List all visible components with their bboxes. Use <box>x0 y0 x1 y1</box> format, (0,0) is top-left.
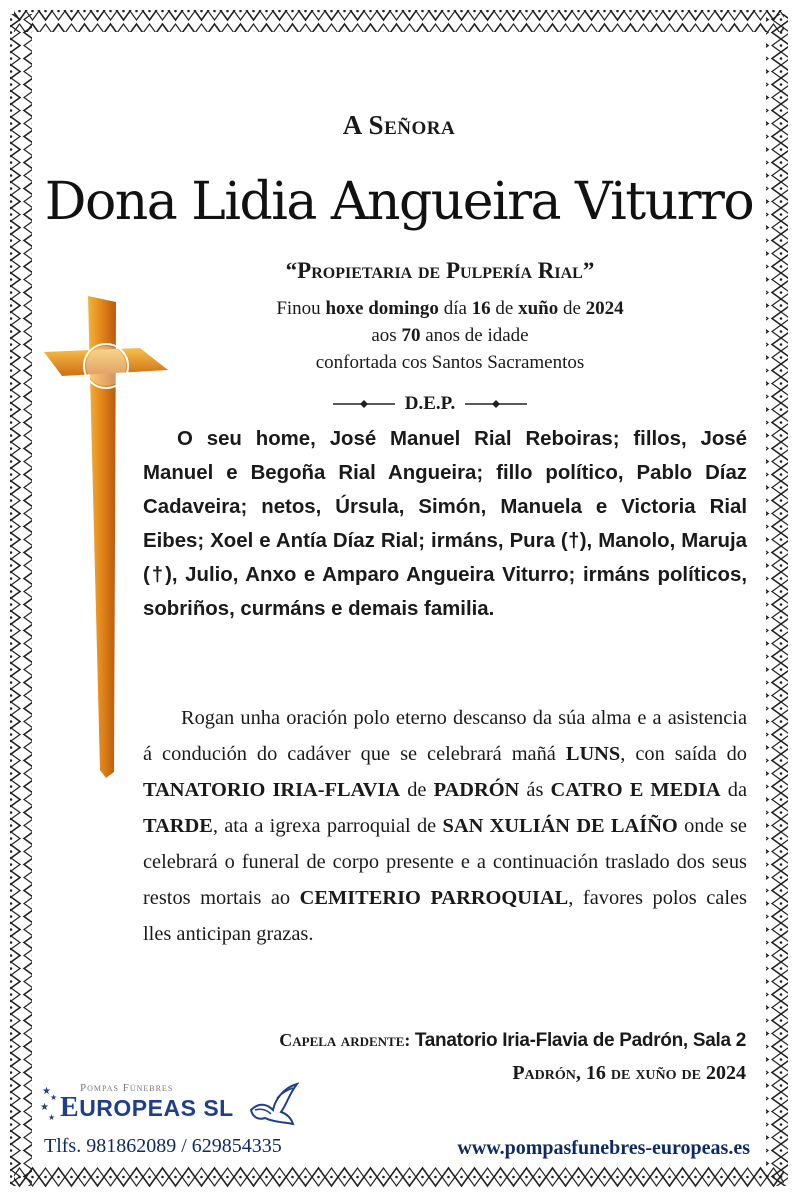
prayer-bold: CATRO E MEDIA <box>550 779 721 801</box>
website-link[interactable]: www.pompasfunebres-europeas.es <box>457 1137 750 1159</box>
prayer-text: de <box>400 779 434 801</box>
deceased-title: “Propietaria de Pulpería Rial” <box>285 258 595 283</box>
prayer-text: , ata a igrexa parroquial de <box>212 815 443 837</box>
dep-line <box>300 392 560 416</box>
prayer-bold: CEMITERIO PARROQUIAL <box>299 887 569 909</box>
prayer-text: ás <box>519 779 551 801</box>
prayer-bold: SAN XULIÁN DE LAÍÑO <box>442 815 678 837</box>
death-year: 2024 <box>585 298 624 319</box>
cross-icon <box>40 292 170 782</box>
prayer-text: Rogan unha oración polo eterno descanso da súa alma e a asistencia á condución do cadáver que se celebrará mañá <box>143 707 747 765</box>
logo-rest: UROPEAS SL <box>79 1095 234 1121</box>
death-text: día <box>438 298 472 319</box>
stars-icon <box>40 1082 62 1126</box>
prayer-text: onde se celebrará o funeral de corpo presente e a continuación traslado dos seus restos mortais ao <box>143 815 747 909</box>
death-month: xuño <box>518 298 559 319</box>
age-text: anos de idade <box>420 325 529 346</box>
death-text: de <box>558 298 586 319</box>
place-date: Padrón, 16 de xuño de 2024 <box>512 1062 746 1084</box>
death-text: Finou <box>276 298 326 319</box>
prayer-text: da <box>720 779 748 801</box>
svg-text:★: ★ <box>40 1102 49 1113</box>
prayer-bold: PADRÓN <box>433 779 520 801</box>
prayer-text: , con saída do <box>620 743 747 765</box>
left-ornament-rule <box>333 396 395 412</box>
logo-initial: E <box>60 1092 80 1123</box>
prayer-paragraph <box>143 700 747 952</box>
prayer-bold: LUNS <box>565 743 621 765</box>
death-date-line <box>150 298 750 320</box>
svg-text:★: ★ <box>50 1093 58 1102</box>
svg-text:★: ★ <box>48 1113 56 1122</box>
right-ornament-rule <box>465 396 527 412</box>
death-date-number: 16 <box>471 298 491 319</box>
chapel-line <box>279 1030 746 1052</box>
svg-text:★: ★ <box>42 1086 51 1097</box>
death-day: hoxe domingo <box>325 298 439 319</box>
age-text: aos <box>371 325 402 346</box>
chapel-label: Capela ardente: <box>279 1030 415 1050</box>
chapel-place: Tanatorio Iria-Flavia de Padrón, <box>414 1030 693 1051</box>
prayer-text: , favores polos cales lles anticipan grazas. <box>143 887 747 945</box>
age-line <box>150 325 750 347</box>
sacraments-line: confortada cos Santos Sacramentos <box>315 352 585 373</box>
dep-text: D.E.P. <box>404 393 456 414</box>
chapel-room: Sala 2 <box>692 1030 746 1051</box>
logo-name <box>60 1092 234 1124</box>
phone-numbers: Tlfs. 981862089 / 629854335 <box>44 1135 282 1157</box>
salutation-heading: A Señora <box>342 110 456 140</box>
family-paragraph: O seu home, José Manuel Rial Reboiras; fillos, José Manuel e Begoña Rial Angueira; fillo político, Pablo Díaz Cadaveira; netos, Úrsula, Simón, Manuela e Victoria Rial Eibes; Xoel e Antía Díaz Rial; irmáns, Pura (†), Manolo, Maruja (†), Julio, Anxo e Amparo Angueira Viturro; irmáns políticos, sobriños, curmáns e demais familia. <box>143 428 747 620</box>
age-number: 70 <box>401 325 421 346</box>
prayer-bold: TANATORIO IRIA-FLAVIA <box>143 779 401 801</box>
prayer-bold: TARDE <box>143 815 213 837</box>
dove-icon <box>245 1080 299 1130</box>
death-text: de <box>490 298 519 319</box>
deceased-name: Dona Lidia Angueira Viturro <box>44 172 754 232</box>
logo-subtitle: Pompas Fúnebres <box>80 1082 174 1094</box>
